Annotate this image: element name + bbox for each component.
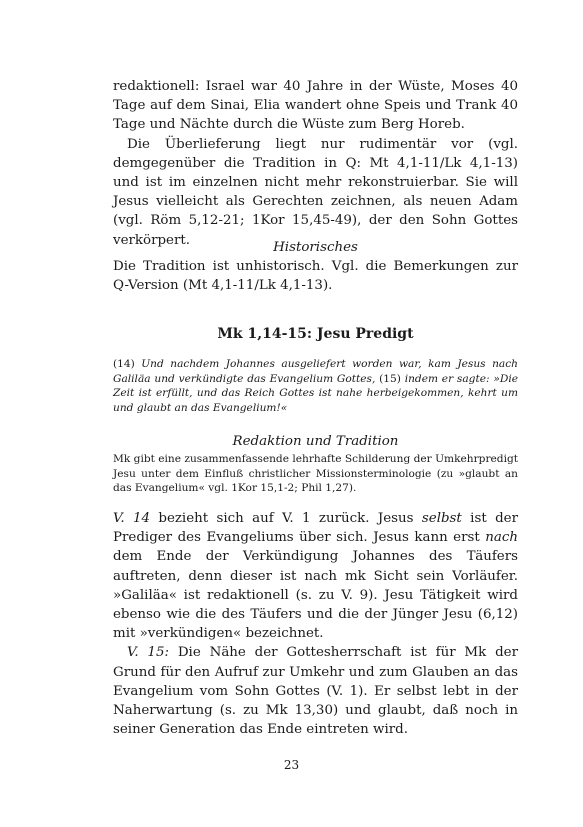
paragraph-tradition: Die Überlieferung liegt nur rudimentär vor (vgl. demgegenüber die Tradition in Q: Mt 4,1-11/Lk 4,1-13) und ist im einzelnen nicht mehr rekonstruierbar. Sie will Jesus vielleicht als Gerechten zeichnen, als neuen Adam (vgl. Röm 5,12-21; 1Kor 15,45-49), der den Sohn Gottes verkörpert. [113,136,518,248]
verse-14-text: Und nachdem Johannes ausgeliefert worden war, kam Jesus nach Galiläa und verkündigte das Evangelium Gottes, [113,358,518,385]
paragraph-historisches: Die Tradition ist unhistorisch. Vgl. die Bemerkungen zur Q-Version (Mt 4,1-11/Lk 4,1-13). [113,259,518,294]
verse-label-15: V. 15: [127,645,169,661]
verse-number-14: (14) [113,358,135,370]
heading-historisches: Historisches [273,240,358,255]
paragraph-v14: V. 14 bezieht sich auf V. 1 zurück. Jesus selbst ist der Prediger des Evangeliums über sich. Jesus kann erst nach dem Ende der Verkündigung Johannes des Täufers auftreten, denn dieser ist nach mk Sicht sein Vorläufer. »Galiläa« ist redaktionell (s. zu V. 9). Jesu Tätigkeit wird ebenso wie die des Täufers und die der Jünger Jesu (6,12) mit »verkündigen« bezeichnet. [113,511,518,642]
emphasis-nach: nach [485,530,518,546]
verse-15-text: indem er sagte: »Die Zeit ist erfüllt, und das Reich Gottes ist nahe herbeigekommen, kehrt um und glaubt an das Evangelium!« [113,372,518,414]
redaktion-section [113,432,518,496]
emphasis-selbst: selbst [421,511,462,526]
bible-quote [113,357,518,415]
heading-redaktion: Redaktion und Tradition [232,434,399,449]
quote-text [113,357,518,415]
commentary-paragraphs [113,509,518,739]
paragraph-v15: V. 15: Die Nähe der Gottesherrschaft ist für Mk der Grund für den Aufruf zur Umkehr und zum Glauben an das Evangelium vom Sohn Gottes (V. 1). Er selbst lebt in der Naherwartung (s. zu Mk 13,30) und glaubt, daß noch in seiner Generation das Ende eintreten wird. [113,645,518,738]
historisches-section [113,238,518,295]
section-title: Mk 1,14-15: Jesu Predigt [217,326,414,342]
verse-number-15: (15) [379,372,401,385]
paragraph-wilderness: redaktionell: Israel war 40 Jahre in der Wüste, Moses 40 Tage auf dem Sinai, Elia wandert ohne Speis und Trank 40 Tage und Nächte durch die Wüste zum Berg Horeb. [113,79,518,133]
paragraph-redaktion: Mk gibt eine zusammenfassende lehrhafte Schilderung der Umkehrpredigt Jesu unter dem Einfluß christlicher Missionsterminologie (zu »glaubt an das Evangelium« vgl. 1Kor 15,1-2; Phil 1,27). [113,453,518,494]
top-paragraphs [113,77,518,250]
verse-label-14: V. 14 [113,511,150,526]
page-number: 23 [283,758,300,772]
section-header [113,326,518,342]
